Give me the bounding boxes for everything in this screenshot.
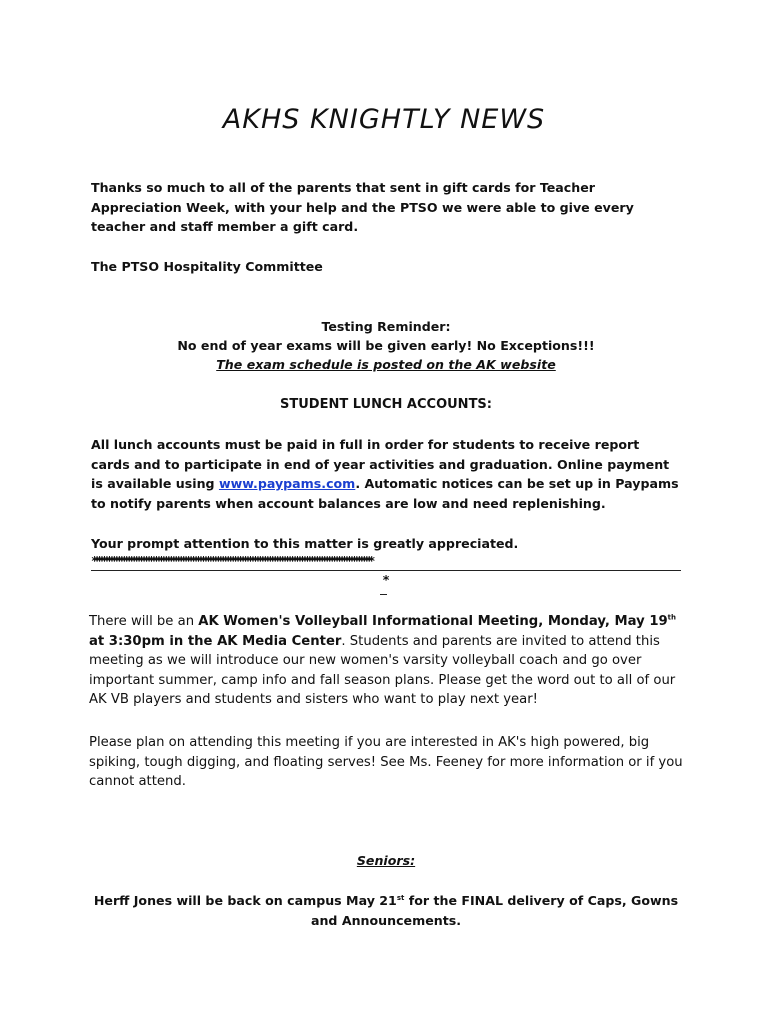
lunch-text-before-link: All lunch accounts must be paid in full in order for students to receive report cards and to participate in end of year activities and graduation. Online payment is available using bbox=[91, 437, 670, 492]
lunch-closing: Your prompt attention to this matter is greatly appreciated. bbox=[91, 536, 519, 551]
seniors-text-before: Herff Jones will be back on campus May 21 bbox=[93, 893, 397, 908]
volleyball-event-text: AK Women's Volleyball Informational Meeting, Monday, May 19 bbox=[198, 614, 668, 629]
volleyball-event-text-2: at 3:30pm in the AK Media Center bbox=[89, 633, 342, 649]
separator-stars: ***************************************************************************************************************** bbox=[91, 555, 371, 567]
volleyball-details: . Students and parents are invited to attend this meeting as we will introduce our new women's varsity volleyball coach and go over important summer, camp info and fall season plans. Please get the word out to all of our AK VB players and students and sisters who want to play next year! bbox=[89, 633, 676, 708]
separator-rule bbox=[91, 570, 681, 571]
separator-tail: * bbox=[382, 572, 390, 587]
exam-schedule-note: The exam schedule is posted on the AK website bbox=[216, 357, 556, 372]
seniors-paragraph bbox=[86, 891, 686, 930]
volleyball-event-sup: th bbox=[667, 613, 677, 622]
thanks-paragraph: Thanks so much to all of the parents that sent in gift cards for Teacher Appreciation Week, with your help and the PTSO we were able to give every teacher and staff member a gift card. bbox=[91, 180, 634, 235]
seniors-sup: st bbox=[396, 893, 405, 902]
paypams-link[interactable]: www.paypams.com bbox=[218, 476, 356, 492]
volleyball-followup: Please plan on attending this meeting if you are interested in AK's high powered, big spiking, tough digging, and floating serves! See Ms. Feeney for more information or if you cannot attend. bbox=[89, 735, 683, 790]
testing-line: No end of year exams will be given early! No Exceptions!!! bbox=[177, 338, 595, 353]
volleyball-paragraph bbox=[89, 612, 689, 710]
volleyball-intro: There will be an bbox=[89, 614, 199, 629]
testing-schedule-row bbox=[91, 355, 681, 375]
testing-heading: Testing Reminder: bbox=[321, 319, 451, 334]
thanks-signature: The PTSO Hospitality Committee bbox=[91, 259, 323, 274]
separator-dash bbox=[380, 594, 387, 595]
lunch-paragraph bbox=[91, 435, 681, 513]
seniors-text-after: for the FINAL delivery of Caps, Gowns and Announcements. bbox=[310, 893, 679, 928]
lunch-text-after-link: . Automatic notices can be set up in Paypams to notify parents when account balances are low and need replenishing. bbox=[91, 476, 679, 511]
newsletter-title: AKHS KNIGHTLY NEWS bbox=[222, 104, 546, 135]
seniors-heading-row bbox=[91, 851, 681, 871]
seniors-heading: Seniors: bbox=[356, 853, 416, 868]
lunch-heading: STUDENT LUNCH ACCOUNTS: bbox=[280, 397, 492, 412]
